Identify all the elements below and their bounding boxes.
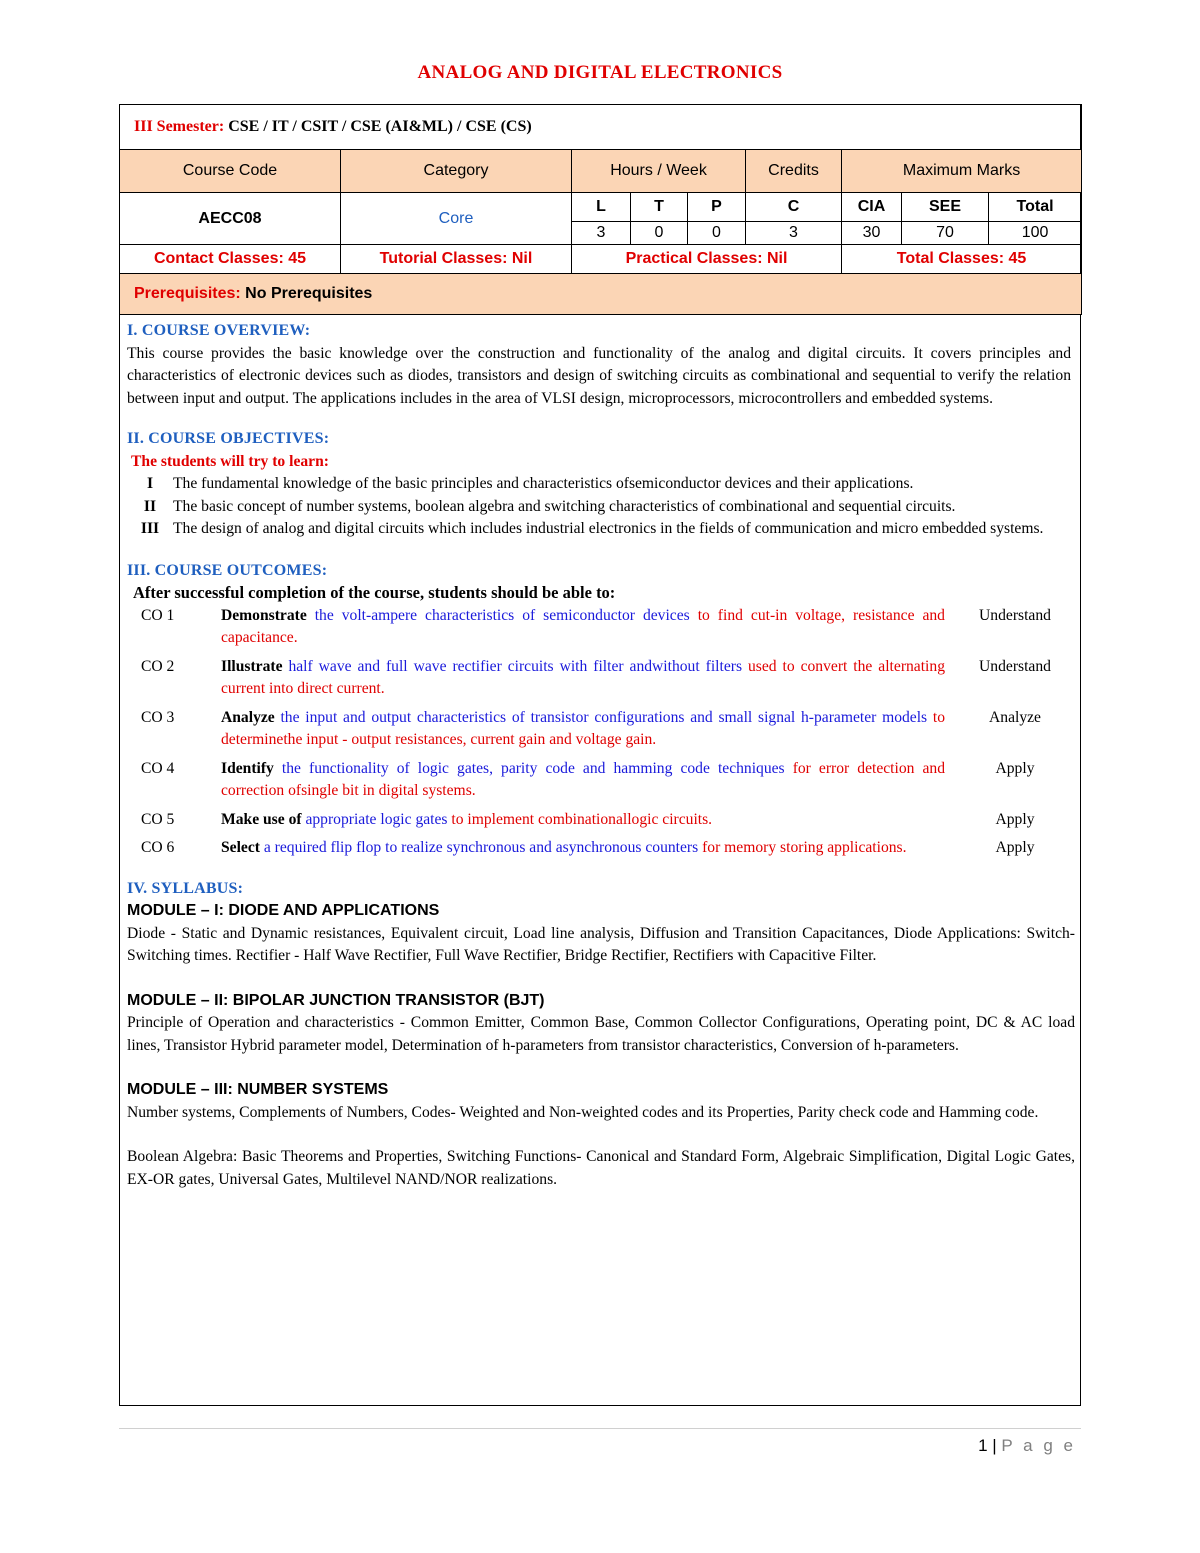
outcome-purpose: used to convert the alternating current into direct current. — [221, 657, 945, 697]
module-title: MODULE – III: NUMBER SYSTEMS — [127, 1081, 389, 1098]
course-code-header: Course Code — [120, 150, 341, 193]
credit-label: C — [746, 193, 842, 222]
outcome-object: the functionality of logic gates, parity code and hamming code techniques — [273, 759, 785, 777]
document-title: ANALOG AND DIGITAL ELECTRONICS — [417, 62, 783, 83]
objective-text: The basic concept of number systems, boolean algebra and switching characteristics of combinational and sequential circuits. — [173, 497, 956, 515]
outcome-verb: Demonstrate — [221, 606, 307, 624]
outcome-level: Apply — [995, 839, 1035, 856]
page-separator: | — [992, 1436, 997, 1455]
outcome-purpose: for error detection and correction ofsingle bit in digital systems. — [221, 759, 945, 799]
outcome-purpose: to determinethe input - output resistances, current gain and voltage gain. — [221, 708, 946, 748]
footer-divider — [119, 1428, 1081, 1429]
outcome-object: a required flip flop to realize synchronous and asynchronous counters — [259, 839, 699, 856]
course-code-value: AECC08 — [120, 193, 341, 245]
semester-cell — [120, 105, 1082, 150]
outcome-object: the input and output characteristics of transistor configurations and small signal h-parameter models — [274, 708, 928, 726]
tutorial-classes: Tutorial Classes: Nil — [341, 245, 572, 274]
hours-week-header: Hours / Week — [572, 150, 746, 193]
overview-text: This course provides the basic knowledge over the construction and functionality of the analog and digital circuits. It covers principles and characteristics of electronic devices such as diodes, transistors and design of switching circuits as combinational and sequential to verify the relation between input and output. The applications includes in the area of VLSI design, microprocessors, microcontrollers and embedded systems. — [127, 344, 1071, 407]
outcomes-intro: After successful completion of the course, students should be able to: — [133, 583, 616, 602]
objectives-intro: The students will try to learn: — [131, 452, 329, 470]
see-marks: 70 — [902, 222, 989, 245]
syllabus-heading: IV. SYLLABUS: — [127, 879, 244, 897]
outcome-verb: Illustrate — [221, 657, 283, 675]
total-classes — [842, 245, 1082, 274]
outcome-level: Understand — [979, 606, 1051, 624]
semester-label: III Semester: — [134, 118, 225, 135]
page-label: P a g e — [1001, 1436, 1076, 1455]
course-info-table — [119, 104, 1082, 315]
practical-label: P — [688, 193, 746, 222]
credits-value: 3 — [746, 222, 842, 245]
module-text: Diode - Static and Dynamic resistances, Equivalent circuit, Load line analysis, Diffusion and Transition Capacitances, Diode Applications: Switch-Switching times. Rectifier - Half Wave Rectifier, Full Wave Rectifier, Bridge Rectifier, Rectifiers with Capacitive Filter. — [127, 924, 1075, 964]
outcome-code: CO 3 — [141, 708, 175, 726]
outcome-verb: Make use of — [221, 810, 302, 828]
total-classes-value: 45 — [1008, 250, 1027, 267]
category-value: Core — [341, 193, 572, 245]
prerequisites-value: No Prerequisites — [245, 285, 373, 302]
max-marks-header: Maximum Marks — [842, 150, 1082, 193]
outcome-object: half wave and full wave rectifier circuits with filter andwithout filters — [282, 657, 743, 675]
outcome-purpose: for memory storing applications. — [698, 839, 907, 856]
outcome-object: the volt-ampere characteristics of semiconductor devices — [306, 606, 690, 624]
outcome-code: CO 1 — [141, 606, 175, 624]
objective-item — [127, 496, 1075, 519]
outcome-row — [131, 758, 1075, 809]
objective-number: II — [143, 497, 157, 515]
objective-item — [127, 518, 1075, 541]
cia-label: CIA — [842, 193, 902, 222]
objective-text: The fundamental knowledge of the basic principles and characteristics ofsemiconductor devices and their applications. — [173, 475, 914, 492]
total-label: Total — [989, 193, 1082, 222]
outcomes-table — [131, 605, 1075, 866]
overview-heading: I. COURSE OVERVIEW: — [127, 322, 311, 339]
module-title: MODULE – II: BIPOLAR JUNCTION TRANSISTOR (BJT) — [127, 991, 545, 1009]
see-label: SEE — [902, 193, 989, 222]
outcome-object: appropriate logic gates — [301, 810, 448, 828]
credits-header: Credits — [746, 150, 842, 193]
lecture-hours: 3 — [572, 222, 631, 245]
page-number: 1 — [978, 1436, 988, 1455]
category-header: Category — [341, 150, 572, 193]
outcome-code: CO 4 — [141, 759, 175, 777]
module-text: Boolean Algebra: Basic Theorems and Properties, Switching Functions- Canonical and Standard Form, Algebraic Simplification, Digital Logic Gates, EX-OR gates, Universal Gates, Multilevel NAND/NOR realizations. — [127, 1148, 1075, 1188]
outcome-row — [131, 837, 1075, 866]
tutorial-label: T — [631, 193, 688, 222]
module-title: MODULE – I: DIODE AND APPLICATIONS — [127, 902, 440, 919]
objectives-heading: II. COURSE OBJECTIVES: — [127, 430, 330, 447]
cia-marks: 30 — [842, 222, 902, 245]
outcome-level: Apply — [995, 810, 1035, 828]
outcome-row — [131, 605, 1075, 656]
course-body — [127, 320, 1075, 1191]
objective-item — [127, 473, 1075, 496]
outcome-purpose: to find cut-in voltage, resistance and capacitance. — [221, 606, 945, 646]
practical-classes: Practical Classes: Nil — [572, 245, 842, 274]
lecture-label: L — [572, 193, 631, 222]
objective-text: The design of analog and digital circuits which includes industrial electronics in the fields of communication and micro embedded systems. — [173, 520, 1044, 537]
outcome-verb: Identify — [221, 759, 274, 777]
prerequisites-cell — [120, 274, 1082, 315]
prerequisites-label: Prerequisites: — [134, 285, 241, 302]
objective-number: III — [140, 520, 160, 537]
outcome-code: CO 6 — [141, 839, 175, 856]
outcome-code: CO 2 — [141, 657, 175, 675]
practical-hours: 0 — [688, 222, 746, 245]
outcome-level: Analyze — [989, 708, 1041, 726]
page-footer — [978, 1436, 1076, 1456]
outcome-purpose: to implement combinationallogic circuits. — [447, 810, 713, 828]
module-text: Principle of Operation and characteristics - Common Emitter, Common Base, Common Collector Configurations, Operating point, DC & AC load lines, Transistor Hybrid parameter model, Determination of h-parameters from transistor characteristics, Conversion of h-parameters. — [127, 1014, 1075, 1054]
outcomes-heading: III. COURSE OUTCOMES: — [127, 561, 328, 579]
outcome-level: Understand — [979, 657, 1051, 675]
objective-number: I — [146, 475, 154, 492]
total-classes-label: Total Classes: — [896, 250, 1005, 267]
outcome-verb: Select — [221, 839, 260, 856]
module-text: Number systems, Complements of Numbers, Codes- Weighted and Non-weighted codes and its Properties, Parity check code and Hamming code. — [127, 1103, 1039, 1121]
outcome-code: CO 5 — [141, 810, 175, 828]
outcome-row — [131, 809, 1075, 838]
outcome-level: Apply — [995, 759, 1035, 777]
semester-programs: CSE / IT / CSIT / CSE (AI&ML) / CSE (CS) — [228, 118, 532, 135]
total-marks: 100 — [989, 222, 1082, 245]
tutorial-hours: 0 — [631, 222, 688, 245]
outcome-row — [131, 656, 1075, 707]
outcome-row — [131, 707, 1075, 758]
contact-classes: Contact Classes: 45 — [120, 245, 341, 274]
outcome-verb: Analyze — [221, 708, 275, 726]
